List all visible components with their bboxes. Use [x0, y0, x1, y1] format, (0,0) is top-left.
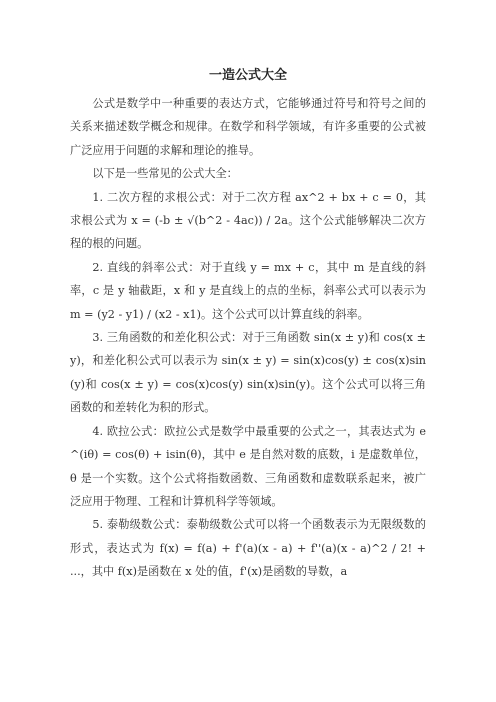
document-title: 一造公式大全	[208, 68, 287, 83]
paragraph-euler-formula: 4. 欧拉公式：欧拉公式是数学中最重要的公式之一，其表达式为 e^(iθ) = cos(θ) + isin(θ)，其中 e 是自然对数的底数，i 是虚数单位，θ 是一个实数。这个公式将指数函数、三角函数和虚数联系起来，被广泛应用于物理、工程和计算机科学等领域。	[70, 424, 426, 508]
paragraph-taylor-formula: 5. 泰勒级数公式：泰勒级数公式可以将一个函数表示为无限级数的形式，表达式为 f(x) = f(a) + f'(a)(x - a) + f''(a)(x - a)^2 / 2! + ...，其中 f(x)是函数在 x 处的值，f'(x)是函数的导数，a	[70, 518, 426, 579]
paragraph-slope-formula: 2. 直线的斜率公式：对于直线 y = mx + c，其中 m 是直线的斜率，c 是 y 轴截距，x 和 y 是直线上的点的坐标，斜率公式可以表示为 m = (y2 - y1) / (x2 - x1)。这个公式可以计算直线的斜率。	[70, 260, 426, 321]
paragraph-list-intro: 以下是一些常见的公式大全：	[92, 167, 238, 181]
paragraph-intro: 公式是数学中一种重要的表达方式，它能够通过符号和符号之间的关系来描述数学概念和规律。在数学和科学领域，有许多重要的公式被广泛应用于问题的求解和理论的推导。	[70, 97, 426, 157]
paragraph-quadratic-formula: 1. 二次方程的求根公式：对于二次方程 ax^2 + bx + c = 0，其求根公式为 x = (-b ± √(b^2 - 4ac)) / 2a。这个公式能够解决二次方程的根的问题。	[70, 190, 426, 251]
document-body	[70, 92, 426, 584]
paragraph-trig-sum-formula: 3. 三角函数的和差化积公式：对于三角函数 sin(x ± y)和 cos(x ± y)，和差化积公式可以表示为 sin(x ± y) = sin(x)cos(y) ± cos(x)sin(y)和 cos(x ± y) = cos(x)cos(y) sin(x)sin(y)。这个公式可以将三角函数的和差转化为积的形式。	[70, 331, 426, 415]
